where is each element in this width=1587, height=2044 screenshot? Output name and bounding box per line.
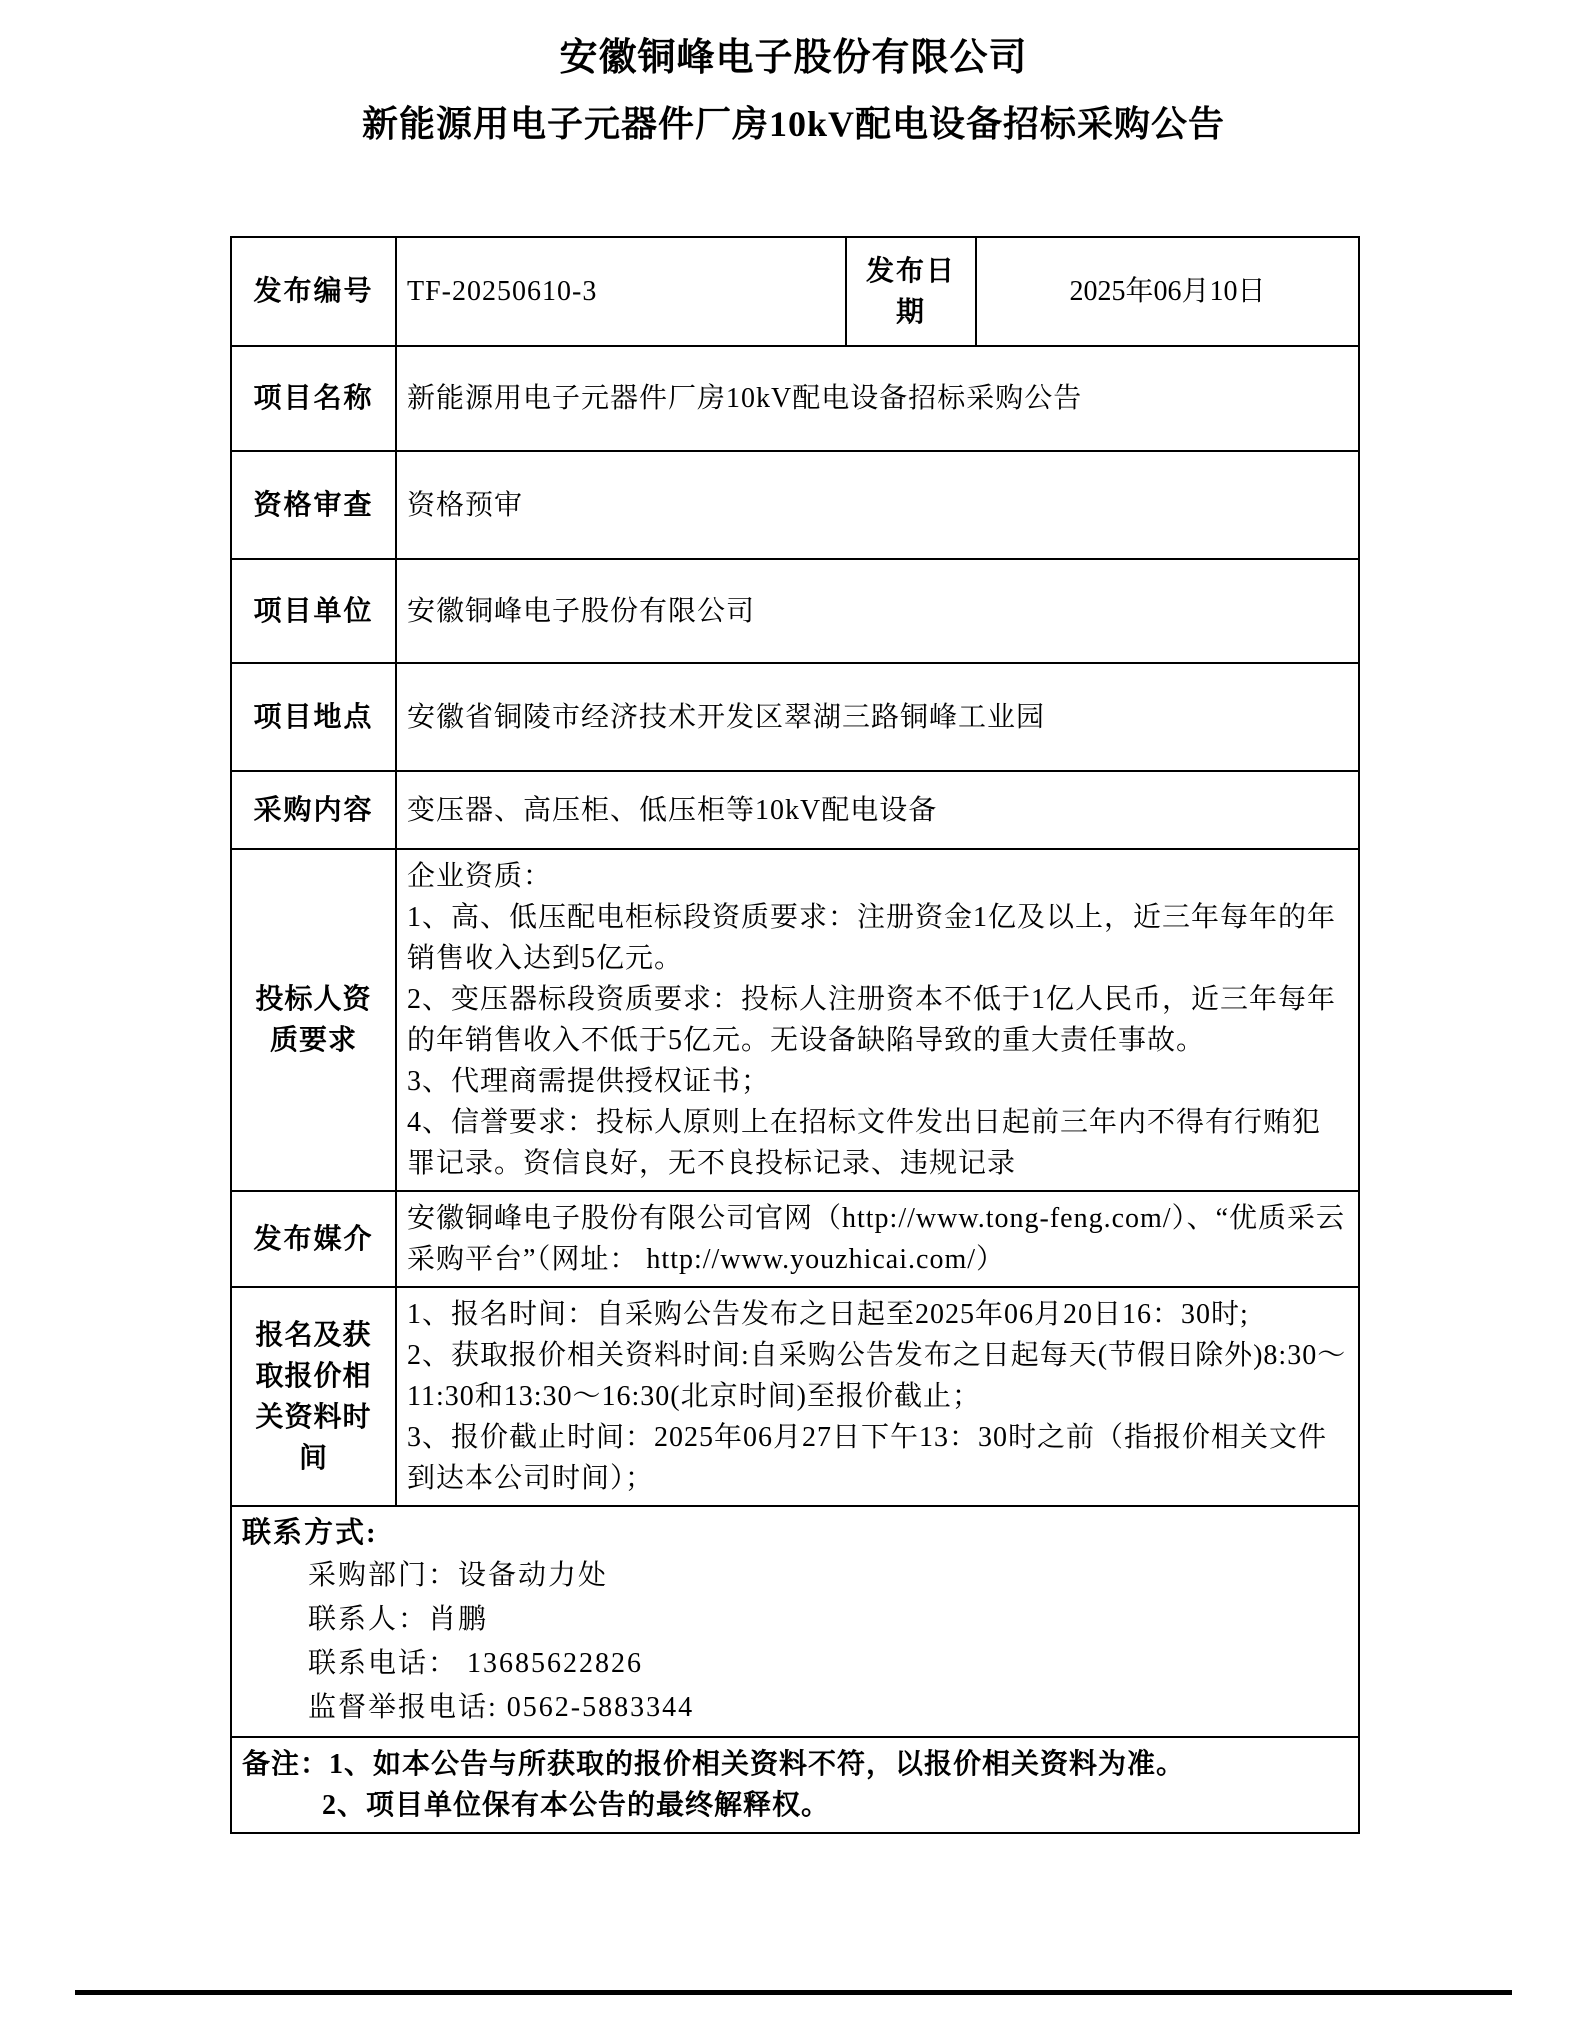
procurement-content-label: 采购内容 <box>231 771 396 849</box>
qualification-line: 3、代理商需提供授权证书； <box>407 1066 771 1097</box>
contact-cell <box>231 1506 1359 1737</box>
contact-phone: 联系电话： 13685622826 <box>308 1648 644 1679</box>
project-location-label: 项目地点 <box>231 663 396 771</box>
bidder-qualification-value <box>396 849 1359 1191</box>
qualification-line: 4、信誉要求：投标人原则上在招标文件发出日起前三年内不得有行贿犯罪记录。资信良好，无不良投标记录、违规记录 <box>407 1107 1322 1179</box>
media-label: 发布媒介 <box>231 1191 396 1287</box>
schedule-line: 3、报价截止时间：2025年06月27日下午13：30时之前（指报价相关文件到达本公司时间）； <box>407 1422 1328 1494</box>
publish-date-label: 发布日期 <box>846 237 976 346</box>
contact-person: 联系人：肖鹏 <box>308 1604 489 1635</box>
notice-table <box>230 236 1360 1834</box>
table-row-qualification-review <box>231 451 1359 559</box>
schedule-value <box>396 1287 1359 1506</box>
remark-cell <box>231 1737 1359 1833</box>
table-row-project-unit <box>231 559 1359 663</box>
media-value: 安徽铜峰电子股份有限公司官网（http://www.tong-feng.com/）、“优质采云采购平台”（网址： http://www.youzhicai.com/） <box>396 1191 1359 1287</box>
project-unit-value: 安徽铜峰电子股份有限公司 <box>396 559 1359 663</box>
table-row-publish <box>231 237 1359 346</box>
qualification-review-value: 资格预审 <box>396 451 1359 559</box>
table-row-project-location <box>231 663 1359 771</box>
table-row-schedule <box>231 1287 1359 1506</box>
contact-heading: 联系方式: <box>242 1517 378 1549</box>
qualification-line: 2、变压器标段资质要求：投标人注册资本不低于1亿人民币，近三年每年的年销售收入不低于5亿元。无设备缺陷导致的重大责任事故。 <box>407 984 1337 1056</box>
table-row-bidder-qualification <box>231 849 1359 1191</box>
publish-no-value: TF-20250610-3 <box>396 237 846 346</box>
schedule-label: 报名及获取报价相关资料时间 <box>231 1287 396 1506</box>
contact-supervision-phone: 监督举报电话: 0562-5883344 <box>308 1692 695 1723</box>
qualification-line: 1、高、低压配电柜标段资质要求：注册资金1亿及以上，近三年每年的年销售收入达到5亿元。 <box>407 902 1337 974</box>
publish-date-value: 2025年06月10日 <box>976 237 1359 346</box>
schedule-line: 2、获取报价相关资料时间:自采购公告发布之日起每天(节假日除外)8:30～11:30和13:30～16:30(北京时间)至报价截止； <box>407 1340 1347 1412</box>
procurement-content-value: 变压器、高压柜、低压柜等10kV配电设备 <box>396 771 1359 849</box>
table-row-contact <box>231 1506 1359 1737</box>
page-bottom-rule <box>75 1990 1512 1995</box>
qualification-line: 企业资质： <box>407 861 553 892</box>
qualification-review-label: 资格审查 <box>231 451 396 559</box>
contact-department: 采购部门：设备动力处 <box>308 1560 609 1591</box>
publish-no-label: 发布编号 <box>231 237 396 346</box>
bidder-qualification-label: 投标人资质要求 <box>231 849 396 1191</box>
project-name-value: 新能源用电子元器件厂房10kV配电设备招标采购公告 <box>396 346 1359 451</box>
project-name-label: 项目名称 <box>231 346 396 451</box>
schedule-line: 1、报名时间：自采购公告发布之日起至2025年06月20日16：30时; <box>407 1299 1249 1330</box>
table-row-remark <box>231 1737 1359 1833</box>
project-unit-label: 项目单位 <box>231 559 396 663</box>
remark-line-1: 备注：1、如本公告与所获取的报价相关资料不符，以报价相关资料为准。 <box>242 1749 1186 1780</box>
company-title: 安徽铜峰电子股份有限公司 <box>559 37 1028 79</box>
project-location-value: 安徽省铜陵市经济技术开发区翠湖三路铜峰工业园 <box>396 663 1359 771</box>
remark-line-2: 2、项目单位保有本公告的最终解释权。 <box>322 1790 831 1821</box>
table-row-project-name <box>231 346 1359 451</box>
table-row-media <box>231 1191 1359 1287</box>
table-row-procurement-content <box>231 771 1359 849</box>
announcement-title: 新能源用电子元器件厂房10kV配电设备招标采购公告 <box>361 104 1226 144</box>
